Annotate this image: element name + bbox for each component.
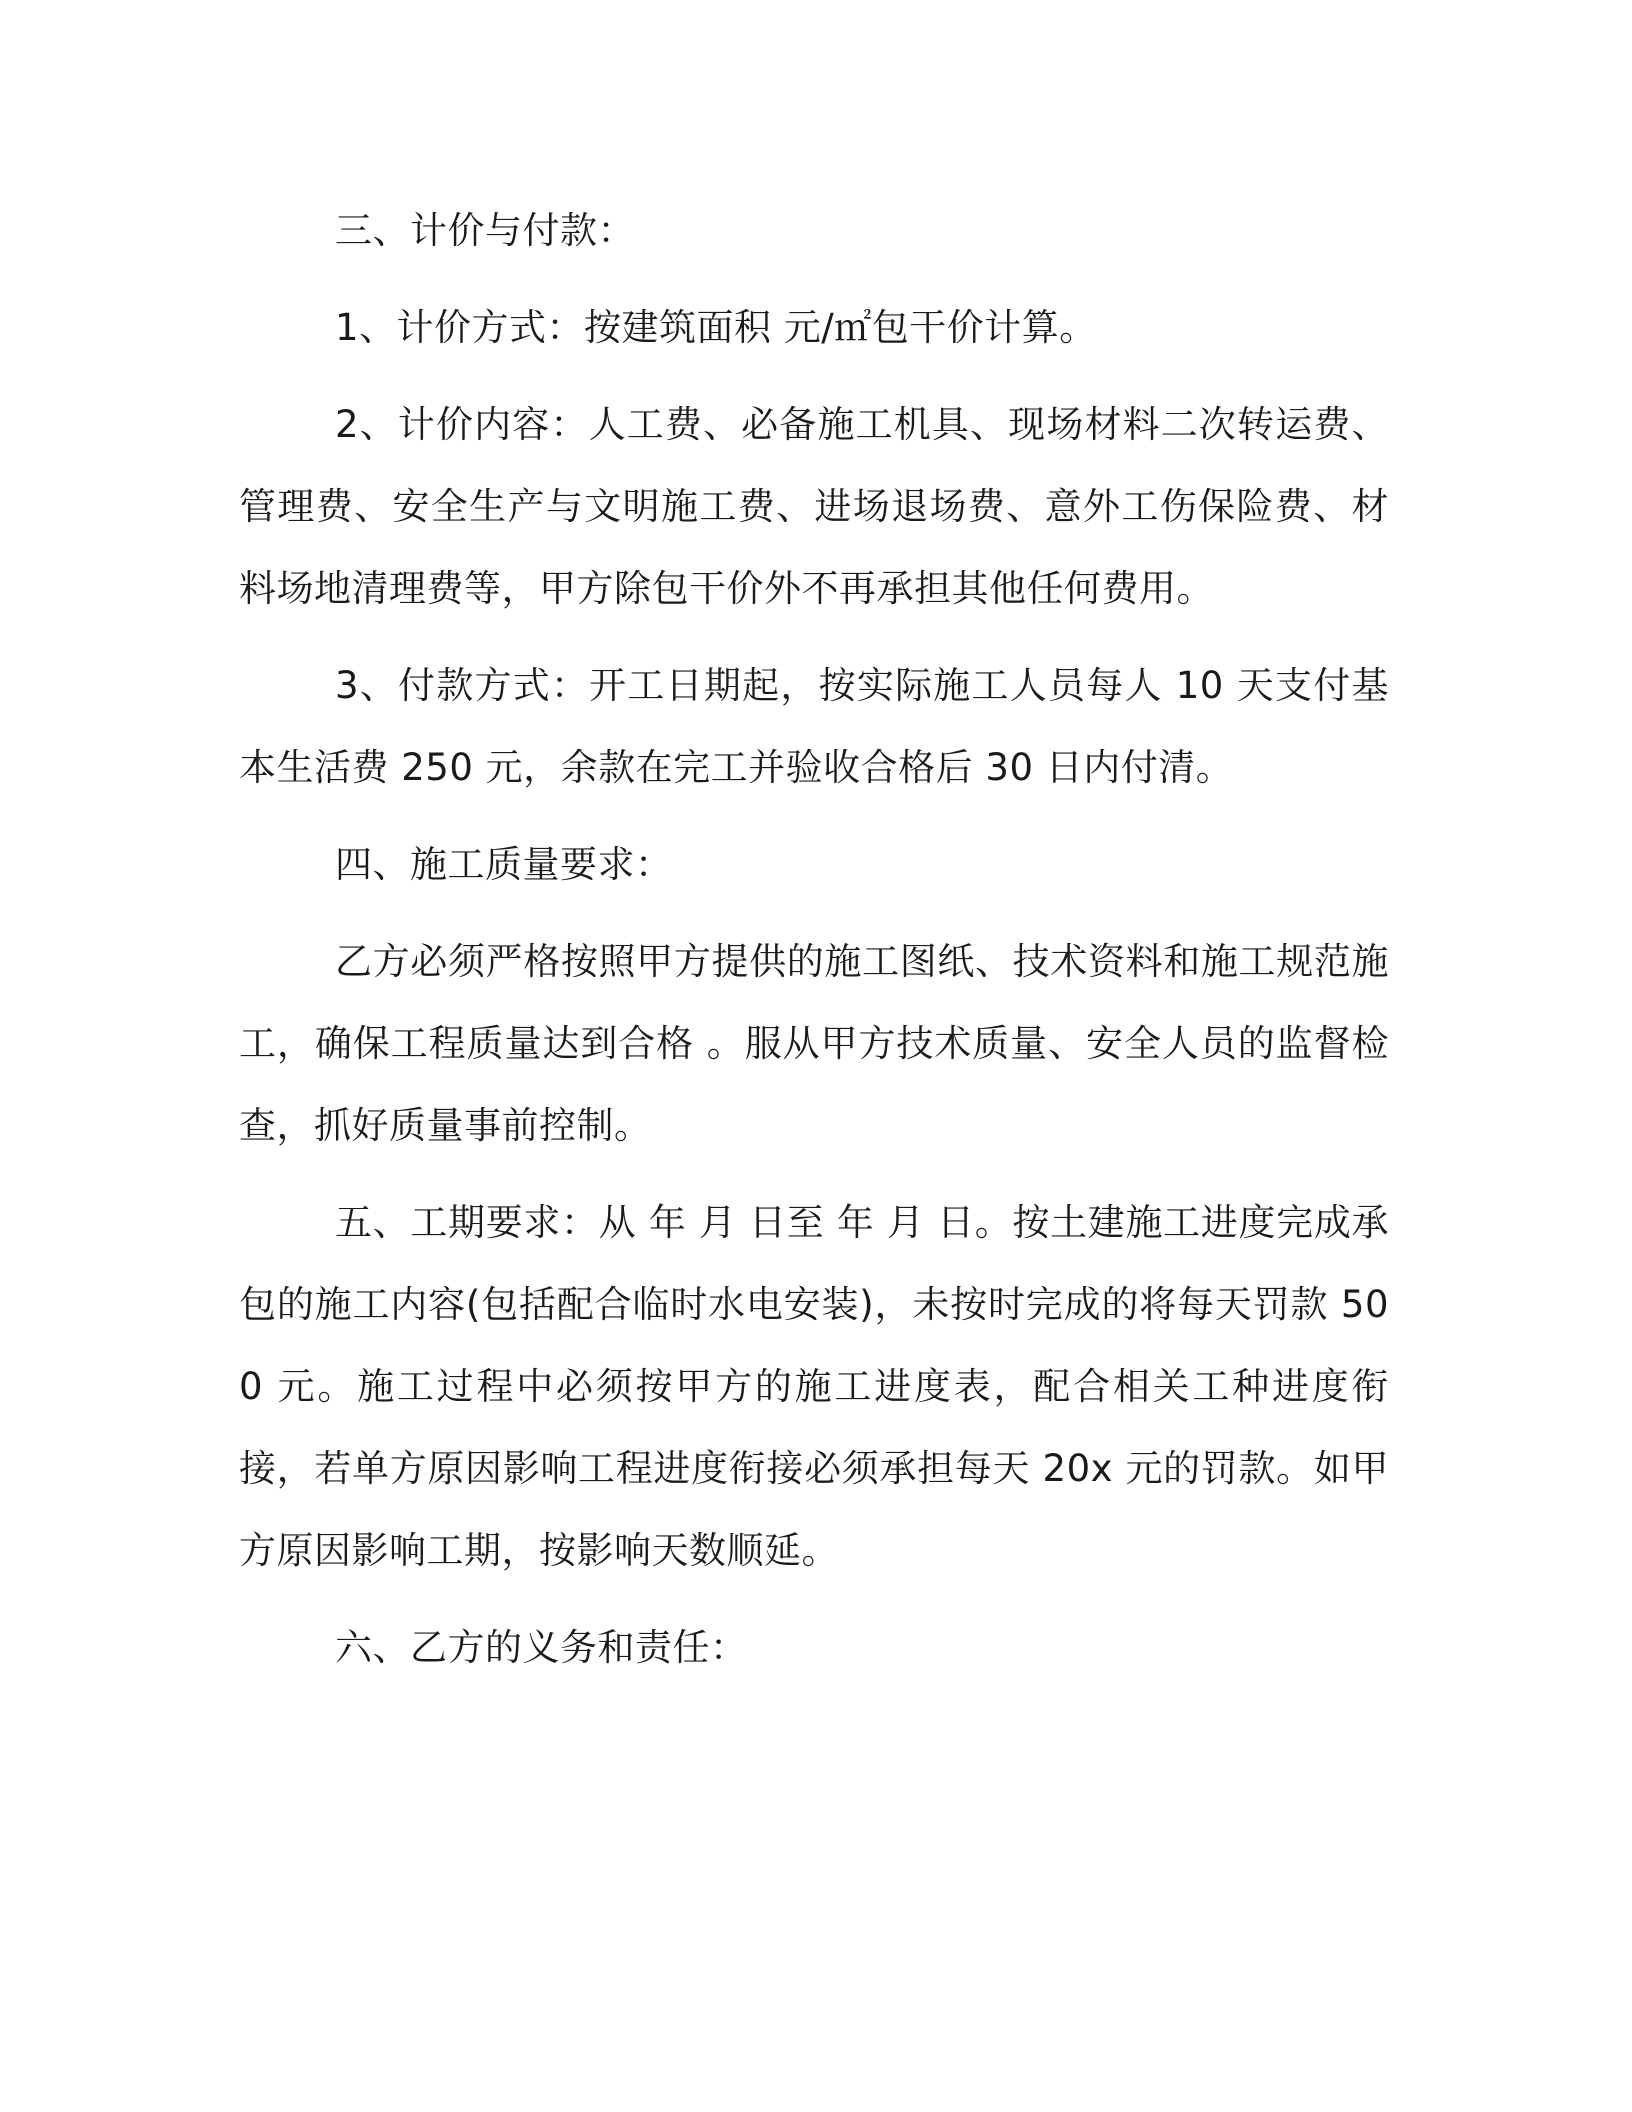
section-heading-pricing: 三、计价与付款： bbox=[335, 209, 635, 252]
section-heading-quality: 四、施工质量要求： bbox=[335, 843, 673, 886]
clause-pricing-method: 1、计价方式：按建筑面积 元/㎡包干价计算。 bbox=[335, 306, 1097, 349]
clause-pricing-content: 2、计价内容：人工费、必备施工机具、现场材料二次转运费、管理费、安全生产与文明施工费、进场退场费、意外工伤保险费、材料场地清理费等，甲方除包干价外不再承担其他任何费用。 bbox=[239, 403, 1389, 610]
section-heading-obligations: 六、乙方的义务和责任： bbox=[335, 1626, 748, 1669]
clause-payment-method: 3、付款方式：开工日期起，按实际施工人员每人 10 天支付基本生活费 250 元，余款在完工并验收合格后 30 日内付清。 bbox=[239, 664, 1389, 789]
clause-schedule-requirements: 五、工期要求：从 年 月 日至 年 月 日。按土建施工进度完成承包的施工内容(包括配合临时水电安装)，未按时完成的将每天罚款 500 元。施工过程中必须按甲方的施工进度表，配合相关工种进度衔接，若单方原因影响工程进度衔接必须承担每天 20x 元的罚款。如甲方原因影响工期，按影响天数顺延。 bbox=[239, 1201, 1389, 1572]
clause-quality-requirements: 乙方必须严格按照甲方提供的施工图纸、技术资料和施工规范施工，确保工程质量达到合格 。服从甲方技术质量、安全人员的监督检查，抓好质量事前控制。 bbox=[239, 940, 1389, 1147]
document-body bbox=[239, 190, 1389, 1704]
